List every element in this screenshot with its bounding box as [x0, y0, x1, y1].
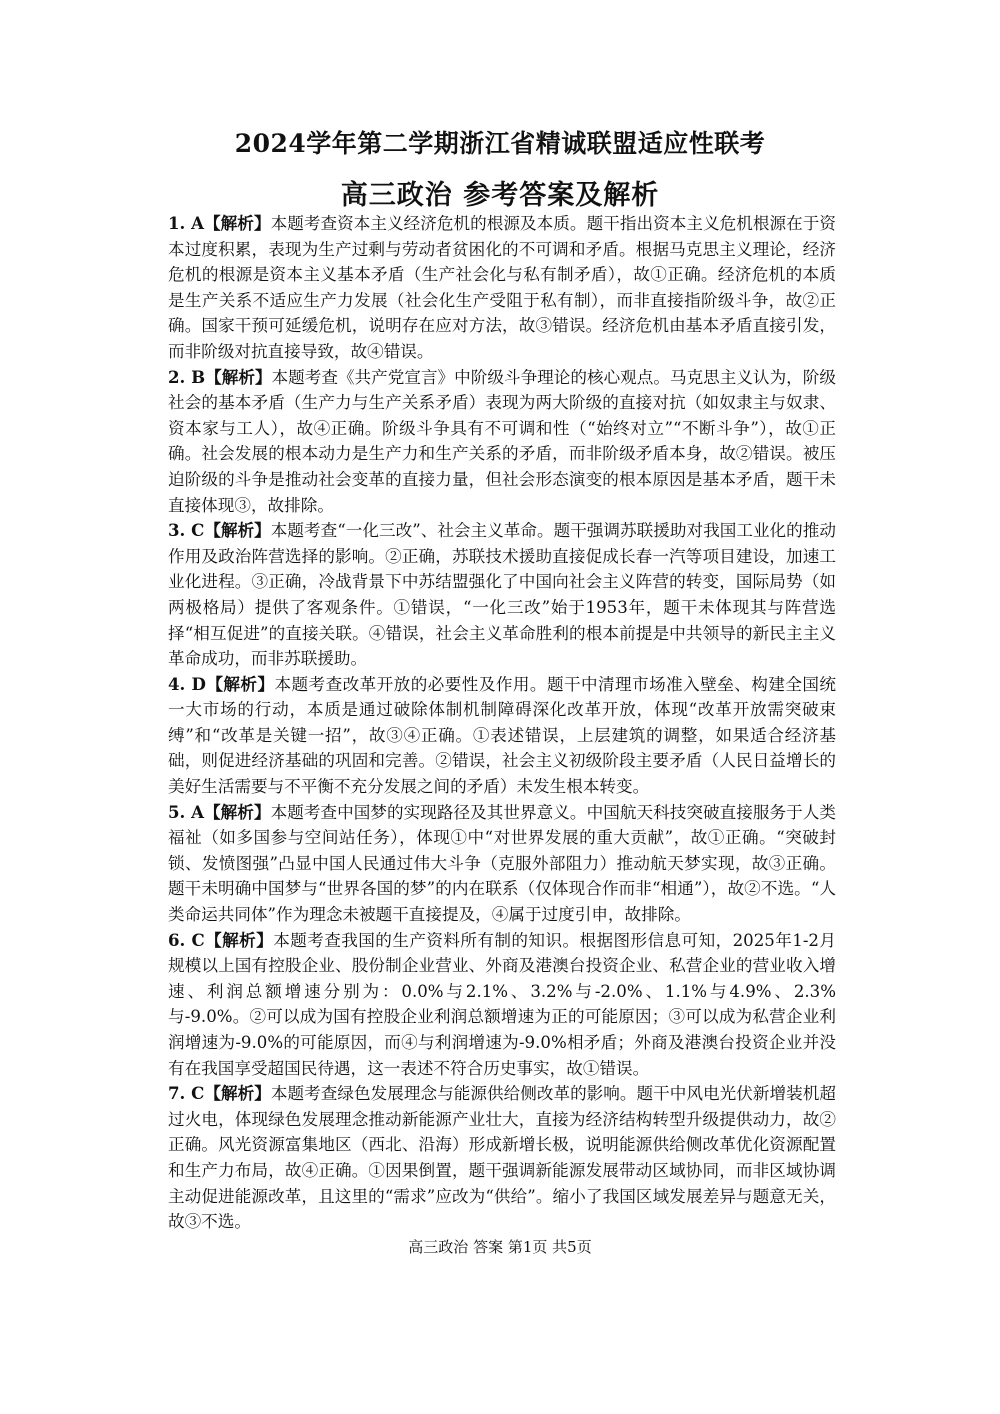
answer-label: 6. C【解析】 [168, 929, 274, 950]
answers-body [168, 211, 836, 1235]
exam-title: 2024学年第二学期浙江省精诚联盟适应性联考 [234, 129, 766, 158]
answer-item-5 [168, 800, 836, 928]
answer-text: 本题考查“一化三改”、社会主义革命。题干强调苏联援助对我国工业化的推动作用及政治阵营选择的影响。②正确，苏联技术援助直接促成长春一汽等项目建设，加速工业化进程。③正确，冷战背景下中苏结盟强化了中国向社会主义阵营的转变，国际局势（如两极格局）提供了客观条件。①错误，“一化三改”始于1953年，题干未体现其与阵营选择“相互促进”的直接关联。④错误，社会主义革命胜利的根本前提是中共领导的新民主主义革命成功，而非苏联援助。 [168, 521, 836, 669]
answer-item-1 [168, 211, 836, 365]
answer-label: 3. C【解析】 [168, 520, 271, 541]
page-footer: 高三政治 答案 第1页 共5页 [408, 1238, 592, 1256]
document-subtitle: 高三政治 参考答案及解析 [340, 180, 660, 211]
answer-text: 本题考查改革开放的必要性及作用。题干中清理市场准入壁垒、构建全国统一大市场的行动，本质是通过破除体制机制障碍深化改革开放，体现“改革开放需突破束缚”和“改革是关键一招”，故③④正确。①表述错误，上层建筑的调整，如果适合经济基础，则促进经济基础的巩固和完善。②错误，社会主义初级阶段主要矛盾（人民日益增长的美好生活需要与不平衡不充分发展之间的矛盾）未发生根本转变。 [168, 674, 836, 797]
answer-text: 本题考查中国梦的实现路径及其世界意义。中国航天科技突破直接服务于人类福祉（如多国参与空间站任务），体现①中“对世界发展的重大贡献”，故①正确。“突破封锁、发愤图强”凸显中国人民通过伟大斗争（克服外部阻力）推动航天梦实现，故③正确。题干未明确中国梦与“世界各国的梦”的内在联系（仅体现合作而非“相通”），故②不选。“人类命运共同体”作为理念未被题干直接提及，④属于过度引申，故排除。 [168, 802, 836, 925]
answer-item-6 [168, 928, 836, 1082]
answer-item-3 [168, 518, 836, 672]
answer-text: 本题考查我国的生产资料所有制的知识。根据图形信息可知，2025年1-2月规模以上国有控股企业、股份制企业营业、外商及港澳台投资企业、私营企业的营业收入增速、利润总额增速分别为：0.0%与2.1%、3.2%与-2.0%、1.1%与4.9%、2.3%与-9.0%。②可以成为国有控股企业利润总额增速为正的可能原因；③可以成为私营企业利润增速为-9.0%的可能原因，而④与利润增速为-9.0%相矛盾；外商及港澳台投资企业并没有在我国享受超国民待遇，这一表述不符合历史事实，故①错误。 [168, 930, 837, 1078]
answer-label: 4. D【解析】 [168, 673, 275, 694]
answer-label: 5. A【解析】 [168, 801, 271, 822]
answer-item-4 [168, 672, 836, 800]
answer-text: 本题考查绿色发展理念与能源供给侧改革的影响。题干中风电光伏新增装机超过火电，体现绿色发展理念推动新能源产业壮大，直接为经济结构转型升级提供动力，故②正确。风光资源富集地区（西北、沿海）形成新增长极，说明能源供给侧改革优化资源配置和生产力布局，故④正确。①因果倒置，题干强调新能源发展带动区域协同，而非区域协调主动促进能源改革，且这里的“需求”应改为“供给”。缩小了我国区域发展差异与题意无关，故③不选。 [168, 1084, 836, 1232]
answer-item-7 [168, 1081, 836, 1235]
answer-text: 本题考查资本主义经济危机的根源及本质。题干指出资本主义危机根源在于资本过度积累，表现为生产过剩与劳动者贫困化的不可调和矛盾。根据马克思主义理论，经济危机的根源是资本主义基本矛盾（生产社会化与私有制矛盾），故①正确。经济危机的本质是生产关系不适应生产力发展（社会化生产受阻于私有制），而非直接指阶级斗争，故②正确。国家干预可延缓危机，说明存在应对方法，故③错误。经济危机由基本矛盾直接引发，而非阶级对抗直接导致，故④错误。 [168, 214, 836, 361]
answer-label: 7. C【解析】 [168, 1083, 271, 1104]
answer-label: 1. A【解析】 [168, 213, 271, 233]
answer-text: 本题考查《共产党宣言》中阶级斗争理论的核心观点。马克思主义认为，阶级社会的基本矛盾（生产力与生产关系矛盾）表现为两大阶级的直接对抗（如奴隶主与奴隶、资本家与工人），故④正确。阶级斗争具有不可调和性（“始终对立”“不断斗争”），故①正确。社会发展的根本动力是生产力和生产关系的矛盾，而非阶级矛盾本身，故②错误。被压迫阶级的斗争是推动社会变革的直接力量，但社会形态演变的根本原因是基本矛盾，题干未直接体现③，故排除。 [168, 367, 836, 515]
answer-item-2 [168, 365, 836, 519]
answer-label: 2. B【解析】 [168, 366, 272, 387]
